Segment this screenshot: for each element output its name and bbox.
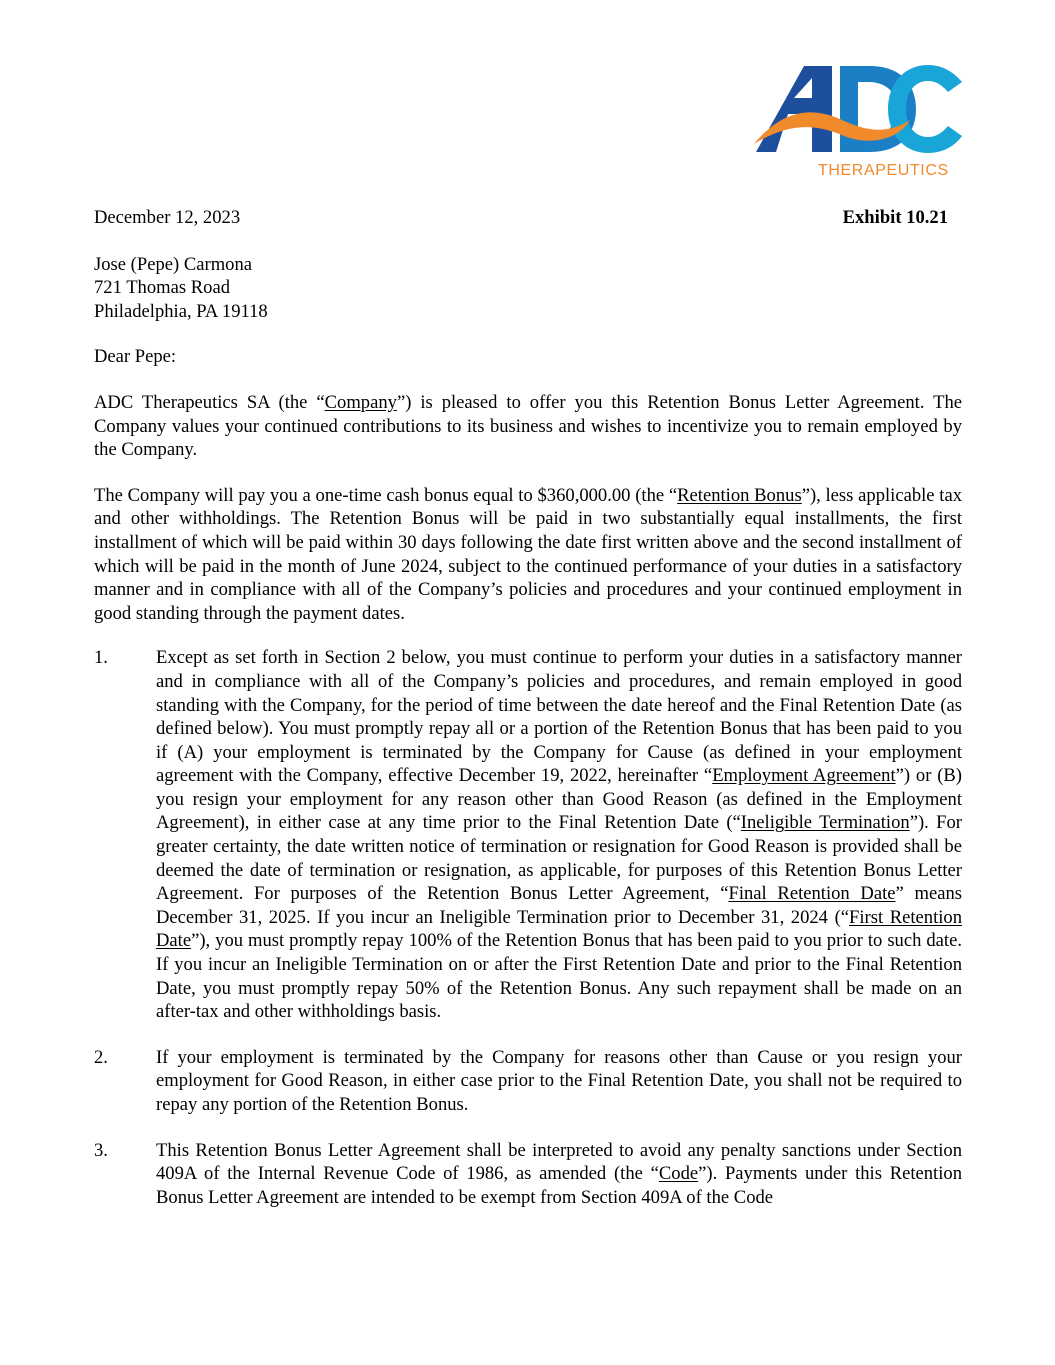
defined-term-ineligible-termination: Ineligible Termination xyxy=(740,812,910,834)
intro-paragraph xyxy=(94,391,962,462)
letter-body xyxy=(94,206,962,1209)
logo-letter-c xyxy=(888,65,962,153)
bonus-text-2: ”), less applicable tax and other withholdings. The Retention Bonus will be paid in two substantially equal installments, the first installment of which will be paid within 30 days following the date first written above and the second installment of which will be paid in the month of June 2024, subject to the continued performance of your duties in a satisfactory manner and in compliance with all of the Company’s policies and procedures and your continued employment in good standing through the payment dates. xyxy=(94,484,962,624)
exhibit-label: Exhibit 10.21 xyxy=(842,207,948,228)
recipient-city: Philadelphia, PA 19118 xyxy=(94,300,268,322)
section-number: 3. xyxy=(94,1139,108,1161)
intro-text-1: ADC Therapeutics SA (the “ xyxy=(94,391,325,413)
bonus-text-1: The Company will pay you a one-time cash bonus equal to $360,000.00 (the “ xyxy=(94,484,678,506)
section-1-text-4: ” means December 31, 2025. If you incur an Ineligible Termination prior to December 31, 2024 (“ xyxy=(156,883,962,928)
section-3-text-2: ”). Payments under this Retention Bonus Letter Agreement are intended to be exempt from Section 409A of the Code xyxy=(156,1163,962,1208)
section-3-text-1: This Retention Bonus Letter Agreement shall be interpreted to avoid any penalty sanctions under Section 409A of the Internal Revenue Code of 1986, as amended (the “ xyxy=(156,1139,962,1185)
date-line xyxy=(94,206,962,230)
defined-term-first-retention-date: First Retention Date xyxy=(156,906,962,952)
defined-term-code: Code xyxy=(658,1163,699,1185)
section-1-text-3: ”). For greater certainty, the date written notice of termination or resignation for Good Reason is provided shall be deemed the date of termination or resignation, as applicable, for purposes of this Retention Bonus Letter Agreement. For purposes of the Retention Bonus Letter Agreement, “ xyxy=(156,812,962,905)
intro-text-2: ”) is pleased to offer you this Retention Bonus Letter Agreement. The Company values your continued contributions to its business and wishes to incentivize you to remain employed by the Company. xyxy=(94,391,962,461)
logo-subtitle: THERAPEUTICS xyxy=(818,162,949,179)
recipient-address xyxy=(94,253,962,324)
section-1-text-2: ”) or (B) you resign your employment for any reason other than Good Reason (as defined in the Employment Agreement), in either case at any time prior to the Final Retention Date (“ xyxy=(156,765,963,834)
bonus-paragraph xyxy=(94,484,962,626)
section-item-2 xyxy=(94,1046,962,1117)
recipient-name: Jose (Pepe) Carmona xyxy=(94,253,253,275)
defined-term-employment-agreement: Employment Agreement xyxy=(712,765,896,787)
defined-term-final-retention-date: Final Retention Date xyxy=(728,883,896,905)
section-2-text: If your employment is terminated by the Company for reasons other than Cause or you resign your employment for Good Reason, in either case prior to the Final Retention Date, you shall not be required to repay any portion of the Retention Bonus. xyxy=(156,1046,962,1115)
salutation: Dear Pepe: xyxy=(94,346,177,368)
section-1-text-1: Except as set forth in Section 2 below, you must continue to perform your duties in a satisfactory manner and in compliance with all of the Company’s policies and procedures, and remain employed in good standing with the Company, for the period of time between the date hereof and the Final Retention Date (as defined below). You must promptly repay all or a portion of the Retention Bonus that has been paid to you if (A) your employment is terminated by the Company for Cause (as defined in your employment agreement with the Company, effective December 19, 2022, hereinafter “ xyxy=(156,647,962,787)
defined-term-retention-bonus: Retention Bonus xyxy=(677,484,802,506)
defined-term-company: Company xyxy=(324,391,397,413)
section-number: 2. xyxy=(94,1046,108,1068)
letter-date: December 12, 2023 xyxy=(94,207,241,228)
section-item-3 xyxy=(94,1139,962,1210)
section-1-text-5: ”), you must promptly repay 100% of the Retention Bonus that has been paid to you prior to such date. If you incur an Ineligible Termination on or after the First Retention Date and prior to the Final Retention Date, you must promptly repay 50% of the Retention Bonus. Any such repayment shall be made on an after-tax and other withholdings basis. xyxy=(156,930,962,1023)
recipient-street: 721 Thomas Road xyxy=(94,277,231,299)
section-item-1 xyxy=(94,646,962,1024)
logo-letter-a xyxy=(756,66,832,152)
section-number: 1. xyxy=(94,647,108,669)
